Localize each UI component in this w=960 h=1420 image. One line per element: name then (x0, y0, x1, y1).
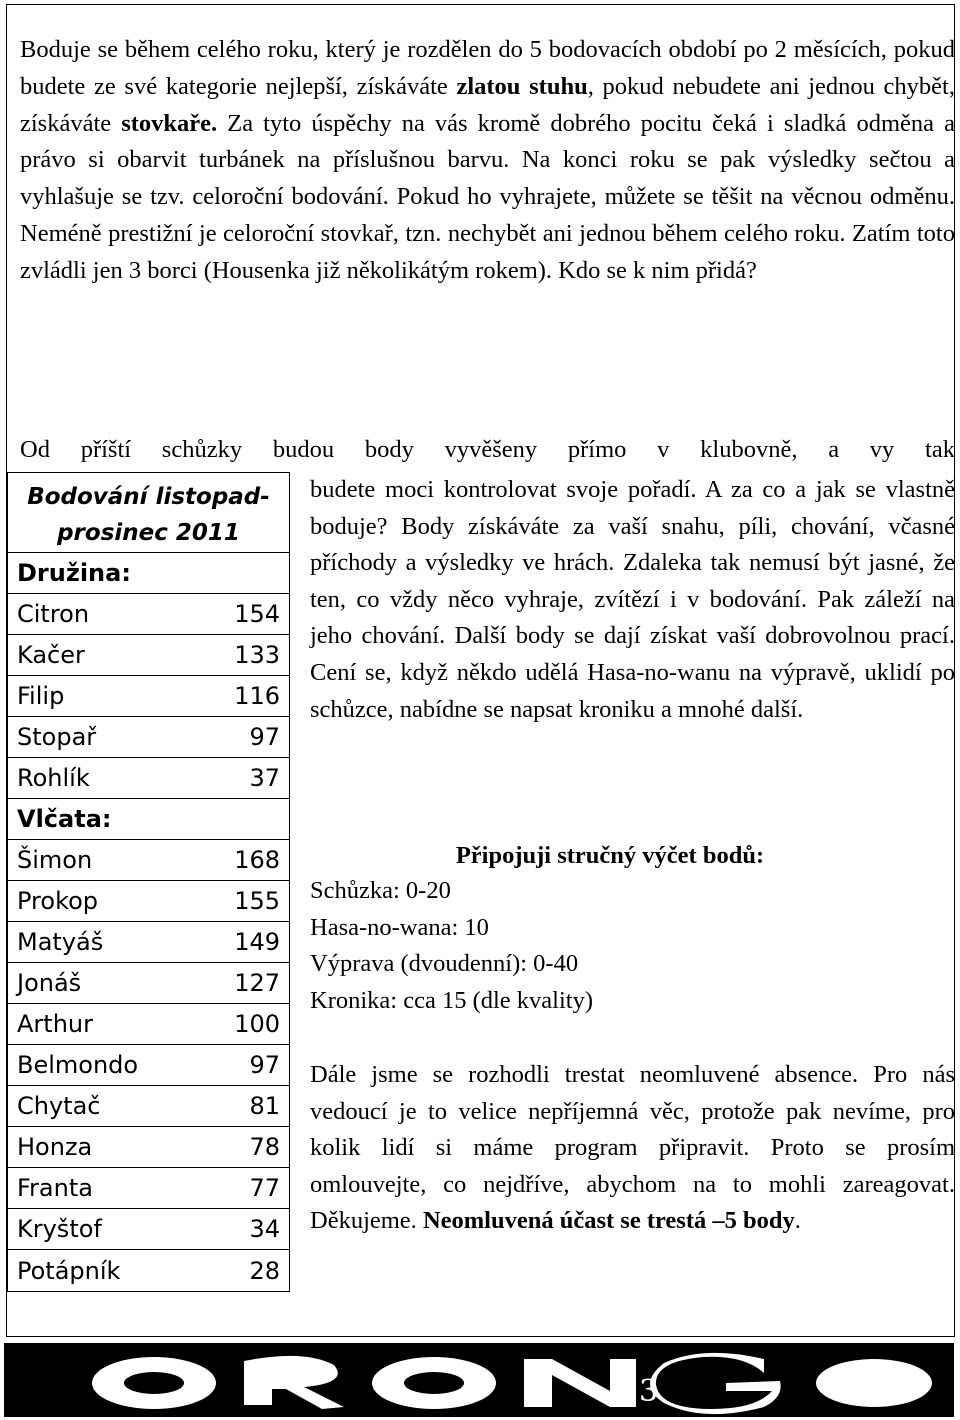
summary-list (310, 873, 910, 1019)
score-row (8, 1004, 289, 1045)
score-row-points: 97 (249, 723, 280, 751)
score-row (8, 1250, 289, 1291)
score-category-label: Družina: (17, 559, 131, 587)
score-table (7, 472, 290, 1292)
score-row-name: Kačer (17, 641, 85, 669)
summary-item: Hasa-no-wana: 10 (310, 913, 489, 941)
score-row (8, 635, 289, 676)
score-row-name: Stopař (17, 723, 97, 751)
score-row (8, 1168, 289, 1209)
score-row-points: 155 (234, 887, 280, 915)
score-row-name: Citron (17, 600, 90, 628)
score-row (8, 881, 289, 922)
score-row-points: 81 (249, 1092, 280, 1120)
points-intro-line: Od příští schůzky budou body vyvěšeny přímo v klubovně, a vy tak (20, 436, 955, 463)
intro-text-3: Za tyto úspěchy na vás kromě dobrého pocitu čeká i sladká odměna a právo si obarvit turbánek na příslušnou barvu. Na konci roku se pak výsledky sečtou a vyhlašuje se tzv. celoroční bodování. Pokud ho vyhrajete, můžete se těšit na věcnou odměnu. Neméně prestižní je celoroční stovkař, tzn. nechybět ani jednou během celého roku. Zatím toto zvládli jen 3 borci (Housenka již několikátým rokem). Kdo se k nim přidá? (20, 109, 955, 284)
score-row-name: Filip (17, 682, 65, 710)
logo-number-3: 3 (639, 1374, 659, 1409)
absence-penalty-bold: Neomluvená účast se trestá –5 body (422, 1207, 795, 1235)
stovkar-bold: stovkaře. (121, 109, 218, 137)
score-row-name: Arthur (17, 1010, 93, 1038)
summary-title: Připojuji stručný výčet bodů: (455, 842, 765, 869)
score-row (8, 922, 289, 963)
score-row-points: 168 (234, 846, 280, 874)
score-table-body (8, 553, 289, 1291)
score-category-label: Vlčata: (17, 805, 112, 833)
score-row-points: 34 (249, 1215, 280, 1243)
score-row-points: 127 (234, 969, 280, 997)
absence-paragraph (310, 1057, 955, 1240)
score-row-name: Matyáš (17, 928, 104, 956)
score-row-name: Belmondo (17, 1051, 139, 1079)
score-category-row (8, 799, 289, 840)
score-row (8, 1209, 289, 1250)
score-row-name: Chytač (17, 1092, 101, 1120)
score-row (8, 717, 289, 758)
score-row-name: Potápník (17, 1256, 121, 1285)
score-row-name: Rohlík (17, 764, 90, 792)
score-row (8, 1045, 289, 1086)
score-table-title-line: Bodování listopad- (27, 484, 270, 510)
score-row-points: 77 (249, 1174, 280, 1202)
absence-end: . (794, 1207, 801, 1235)
score-row (8, 758, 289, 799)
score-row-points: 97 (249, 1051, 280, 1079)
intro-text-2: , pokud nebudete ani jednou chybět, získáváte (20, 72, 955, 137)
score-row-points: 116 (234, 682, 280, 710)
score-row (8, 963, 289, 1004)
zlata-stuha-bold: zlatou stuhu (456, 72, 588, 100)
score-row-name: Honza (17, 1133, 93, 1161)
score-table-title (8, 473, 289, 553)
score-row-points: 78 (249, 1133, 280, 1161)
score-row-points: 133 (234, 641, 280, 669)
score-row-name: Jonáš (17, 969, 82, 997)
scoring-explanation (20, 32, 955, 290)
summary-item: Výprava (dvoudenní): 0-40 (310, 950, 579, 977)
score-row-points: 100 (234, 1010, 280, 1038)
score-row-points: 149 (234, 928, 280, 956)
score-row-name: Kryštof (17, 1215, 102, 1243)
summary-item: Schůzka: 0-20 (310, 877, 451, 904)
score-row (8, 1127, 289, 1168)
orong-logo (4, 1343, 954, 1417)
score-row (8, 676, 289, 717)
score-row (8, 594, 289, 635)
score-row-points: 154 (234, 600, 280, 628)
score-table-title-line: prosinec 2011 (57, 520, 240, 546)
score-row-points: 37 (249, 764, 280, 792)
score-row (8, 840, 289, 881)
points-explanation: budete moci kontrolovat svoje pořadí. A za co a jak se vlastně boduje? Body získáváte za vaší snahu, píli, chování, včasné příchody a výsledky ve hrách. Zdaleka tak nemusí být jasné, že ten, co vždy něco vyhraje, zvítězí i v bodování. Pak záleží na jeho chování. Další body se dají získat vaší dobrovolnou prací. Cení se, když někdo udělá Hasa-no-wanu na výpravě, uklidí po schůzce, nabídne se napsat kroniku a mnohé další. (310, 476, 955, 723)
score-row (8, 1086, 289, 1127)
intro-text-1: Boduje se během celého roku, který je rozdělen do 5 bodovacích období po 2 měsících, pokud budete ze své kategorie nejlepší, získáváte (20, 36, 955, 100)
score-row-name: Šimon (17, 846, 93, 874)
score-row-name: Franta (17, 1174, 93, 1202)
score-category-row (8, 553, 289, 594)
score-row-name: Prokop (17, 887, 99, 915)
score-row-points: 28 (249, 1256, 280, 1285)
absence-text: Dále jsme se rozhodli trestat neomluvené absence. Pro nás vedoucí je to velice nepříjemná věc, protože pak nevíme, pro kolik lidí si máme program připravit. Proto se prosím omlouvejte, co nejdříve, abychom na to mohli zareagovat. Děkujeme. (310, 1061, 955, 1235)
summary-item: Kronika: cca 15 (dle kvality) (310, 986, 594, 1014)
